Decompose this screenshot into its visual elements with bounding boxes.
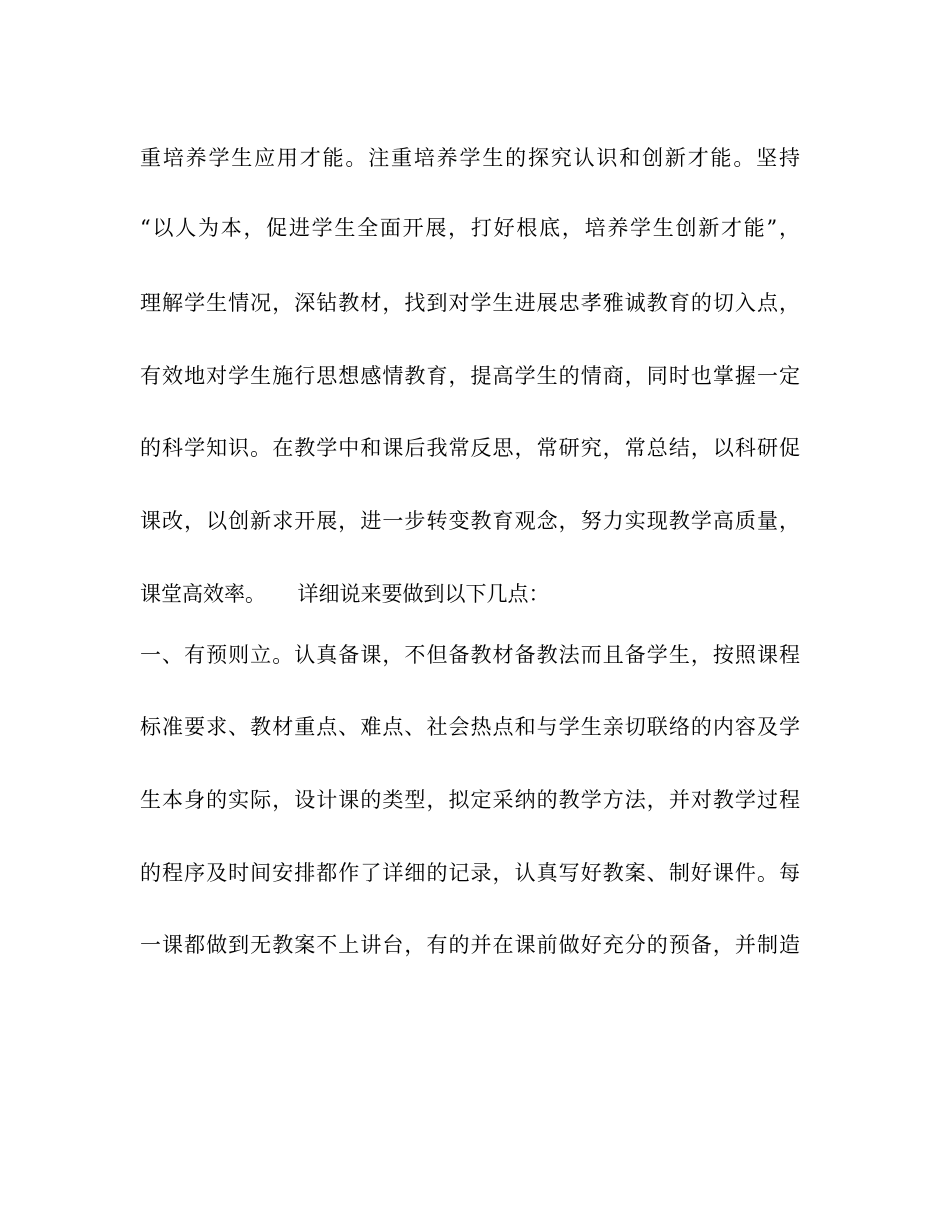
paragraph-line: 标准要求、教材重点、难点、社会热点和与学生亲切联络的内容及学 <box>140 715 800 739</box>
paragraph-line: 重培养学生应用才能。注重培养学生的探究认识和创新才能。坚持 <box>140 146 800 170</box>
paragraph-line: 的科学知识。在教学中和课后我常反思，常研究，常总结，以科研促 <box>140 436 800 460</box>
paragraph-line: 一、有预则立。认真备课，不但备教材备教法而且备学生，按照课程 <box>140 643 800 667</box>
paragraph-line: 课改，以创新求开展，进一步转变教育观念，努力实现教学高质量， <box>140 509 800 533</box>
paragraph-line: 理解学生情况，深钻教材，找到对学生进展忠孝雅诚教育的切入点， <box>140 291 800 315</box>
paragraph-line: 一课都做到无教案不上讲台，有的并在课前做好充分的预备，并制造 <box>140 933 800 957</box>
paragraph-line: 生本身的实际，设计课的类型，拟定采纳的教学方法，并对教学过程 <box>140 788 800 812</box>
paragraph-line: 的程序及时间安排都作了详细的记录，认真写好教案、制好课件。每 <box>140 861 800 885</box>
paragraph-line: “以人为本，促进学生全面开展，打好根底，培养学生创新才能”， <box>140 216 800 240</box>
paragraph-line: 课堂高效率。 详细说来要做到以下几点： <box>140 582 550 606</box>
paragraph-line: 有效地对学生施行思想感情教育，提高学生的情商，同时也掌握一定 <box>140 364 800 388</box>
